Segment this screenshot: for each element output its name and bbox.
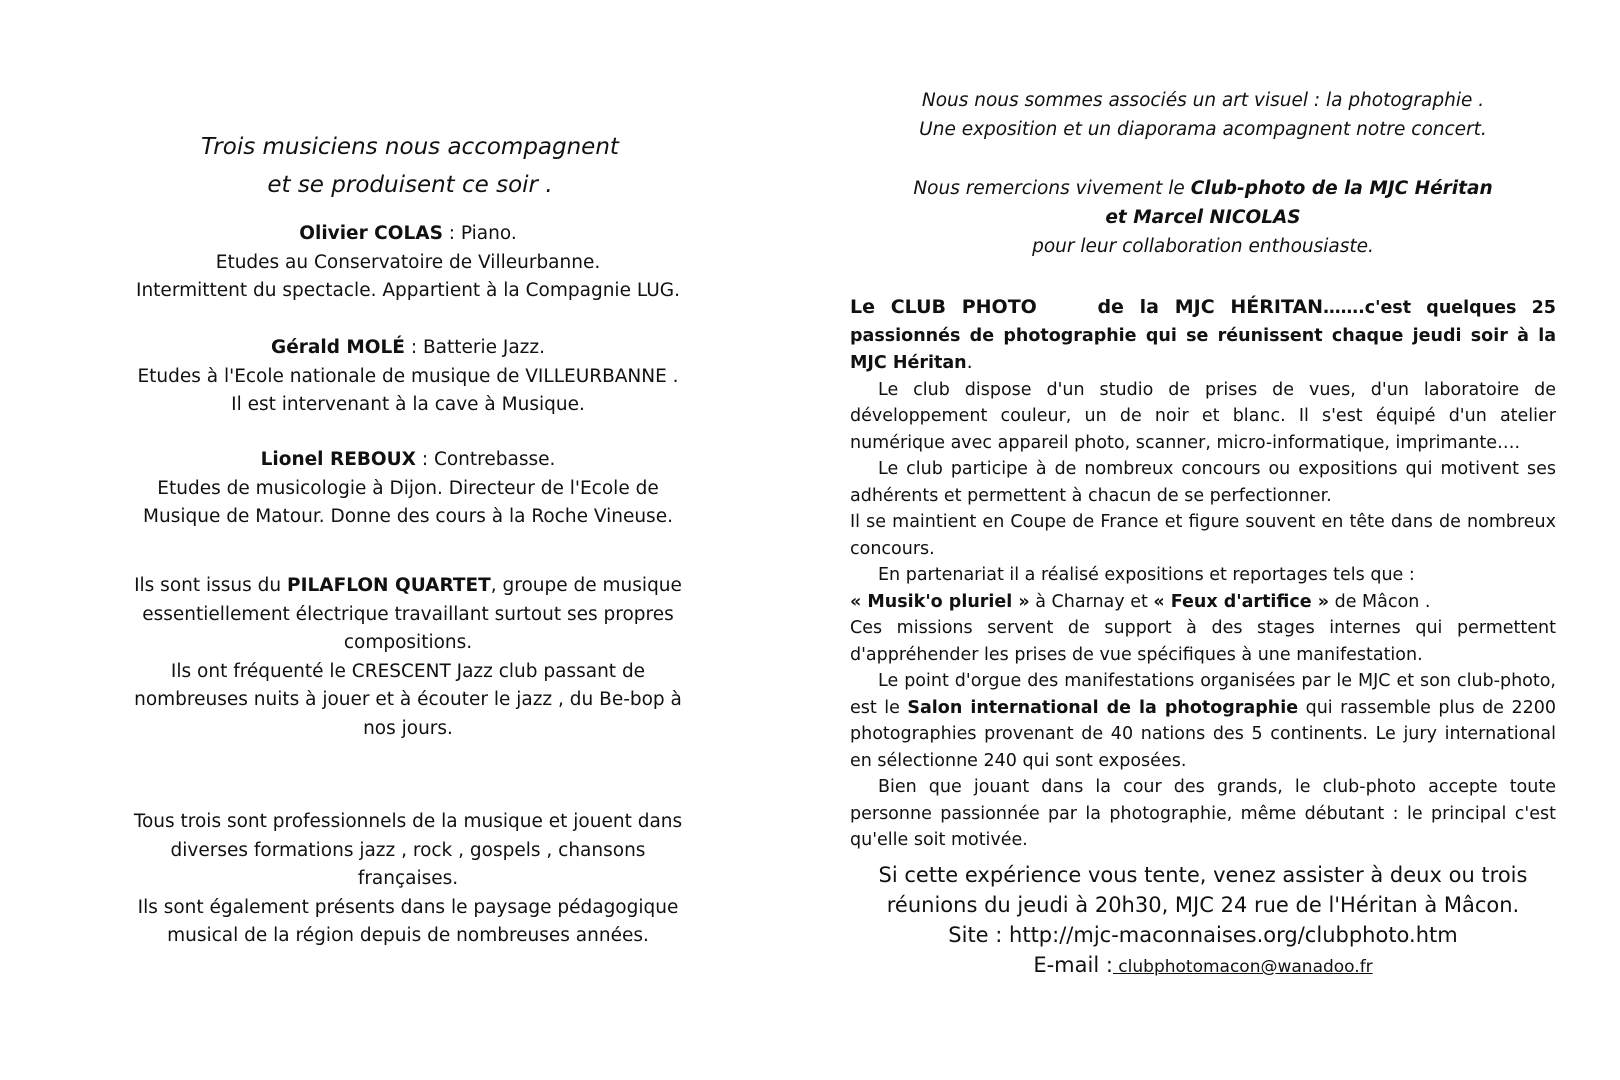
club-paragraph: Le club dispose d'un studio de prises de vues, d'un laboratoire de développement couleur, un de noir et blanc. Il s'est équipé d'un atelier numérique avec appareil photo, scanner, micro-informatique, imprimante…. xyxy=(850,379,1556,453)
musician-name: Gérald MOLÉ xyxy=(271,337,405,358)
intro-title-line1: Trois musiciens nous accompagnent xyxy=(201,134,619,160)
musician-line: Etudes au Conservatoire de Villeurbanne. xyxy=(215,251,601,273)
musician-role: : Contrebasse. xyxy=(415,449,556,470)
club-head-end: . xyxy=(966,351,973,373)
salon-post: qui rassemble plus de 2200 photographies provenant de 40 nations des 5 continents. Le jury international en sélectionne 240 qui sont exposées. xyxy=(850,697,1556,771)
email-link[interactable]: clubphotomacon@wanadoo.fr xyxy=(1112,957,1373,977)
musician-line: Intermittent du spectacle. Appartient à la Compagnie LUG. xyxy=(136,280,680,301)
musician-name: Olivier COLAS xyxy=(299,223,443,244)
thanks-line2: et Marcel NICOLAS xyxy=(1105,207,1301,228)
club-paragraph: Le club participe à de nombreux concours ou expositions qui motivent ses adhérents et permettent à chacun de se perfectionner. xyxy=(850,459,1556,506)
closing-line: musical de la région depuis de nombreuses années. xyxy=(167,925,649,946)
club-head-a: Le CLUB PHOTO xyxy=(850,296,1037,318)
musician-colas xyxy=(96,220,720,306)
closing-line: Ils sont également présents dans le paysage pédagogique xyxy=(137,896,679,918)
site-link[interactable]: Site : http://mjc-maconnaises.org/clubphoto.htm xyxy=(948,923,1458,947)
association-text xyxy=(850,86,1556,144)
quartet-line: nos jours. xyxy=(363,717,453,739)
cta-line2: réunions du jeudi à 20h30, MJC 24 rue de l'Héritan à Mâcon. xyxy=(886,893,1520,917)
club-paragraph-salon xyxy=(850,668,1556,774)
thanks-line3: pour leur collaboration enthousiaste. xyxy=(1032,236,1374,257)
club-paragraph: Ces missions servent de support à des stages internes qui permettent d'appréhender les prises de vue spécifiques à une manifestation. xyxy=(850,618,1556,665)
event-musiko: « Musik'o pluriel » xyxy=(850,591,1030,612)
musician-role: : Batterie Jazz. xyxy=(404,337,545,358)
musician-line: Etudes à l'Ecole nationale de musique de VILLEURBANNE . xyxy=(137,365,679,387)
email-label: E-mail : xyxy=(1033,953,1113,977)
musician-reboux xyxy=(96,446,720,532)
salon-pre: Le point d'orgue des manifestations organisées par le MJC et son club-photo, est le xyxy=(850,671,1556,718)
musician-name: Lionel REBOUX xyxy=(260,449,416,470)
musician-line: Etudes de musicologie à Dijon. Directeur de l'Ecole de xyxy=(157,477,659,499)
musician-mole xyxy=(96,334,720,420)
association-line1: Nous nous sommes associés un art visuel : la photographie . xyxy=(921,90,1485,111)
thanks-text xyxy=(850,174,1556,261)
club-head-c: …….c'est quelques 25 passionnés de photographie qui se réunissent chaque jeudi soir à la MJC Héritan xyxy=(850,298,1556,373)
closing-paragraph xyxy=(96,808,720,951)
club-paragraph-events xyxy=(850,589,1556,616)
quartet-paragraph xyxy=(96,572,720,743)
club-paragraph: Il se maintient en Coupe de France et figure souvent en tête dans de nombreux concours. xyxy=(850,512,1556,559)
association-line2: Une exposition et un diaporama acompagnent notre concert. xyxy=(919,119,1487,140)
quartet-post: , groupe de musique xyxy=(490,575,682,596)
thanks-club: Club-photo de la MJC Héritan xyxy=(1190,178,1493,199)
closing-line: Tous trois sont professionnels de la musique et jouent dans xyxy=(133,811,683,832)
thanks-pre: Nous remercions vivement le xyxy=(913,178,1191,199)
event-feux: « Feux d'artifice » xyxy=(1153,591,1330,612)
musician-role: : Piano. xyxy=(442,223,517,244)
quartet-line: essentiellement électrique travaillant surtout ses propres xyxy=(142,603,674,625)
musician-line: Musique de Matour. Donne des cours à la Roche Vineuse. xyxy=(143,506,673,527)
intro-title xyxy=(150,128,670,204)
quartet-name: PILAFLON QUARTET xyxy=(287,575,491,596)
club-paragraph: Bien que jouant dans la cour des grands, le club-photo accepte toute personne passionnée par la photographie, même débutant : le principal c'est qu'elle soit motivée. xyxy=(850,777,1556,850)
closing-line: diverses formations jazz , rock , gospels , chansons xyxy=(170,839,646,861)
quartet-pre: Ils sont issus du xyxy=(134,575,288,596)
club-head-b: de la MJC HÉRITAN xyxy=(1097,296,1324,318)
intro-title-line2: et se produisent ce soir . xyxy=(267,172,553,198)
quartet-line: nombreuses nuits à jouer et à écouter le jazz , du Be-bop à xyxy=(134,689,682,710)
salon-name: Salon international de la photographie xyxy=(907,697,1299,718)
closing-line: françaises. xyxy=(357,868,459,889)
contact-block xyxy=(850,860,1556,982)
event-sep: à Charnay et xyxy=(1029,591,1154,612)
event-end: de Mâcon . xyxy=(1329,591,1431,612)
quartet-line: compositions. xyxy=(343,632,473,653)
musician-line: Il est intervenant à la cave à Musique. xyxy=(231,394,585,415)
cta-line1: Si cette expérience vous tente, venez assister à deux ou trois xyxy=(878,863,1528,887)
club-description xyxy=(850,294,1556,854)
quartet-line: Ils ont fréquenté le CRESCENT Jazz club passant de xyxy=(170,660,646,682)
club-paragraph: En partenariat il a réalisé expositions et reportages tels que : xyxy=(878,565,1415,585)
